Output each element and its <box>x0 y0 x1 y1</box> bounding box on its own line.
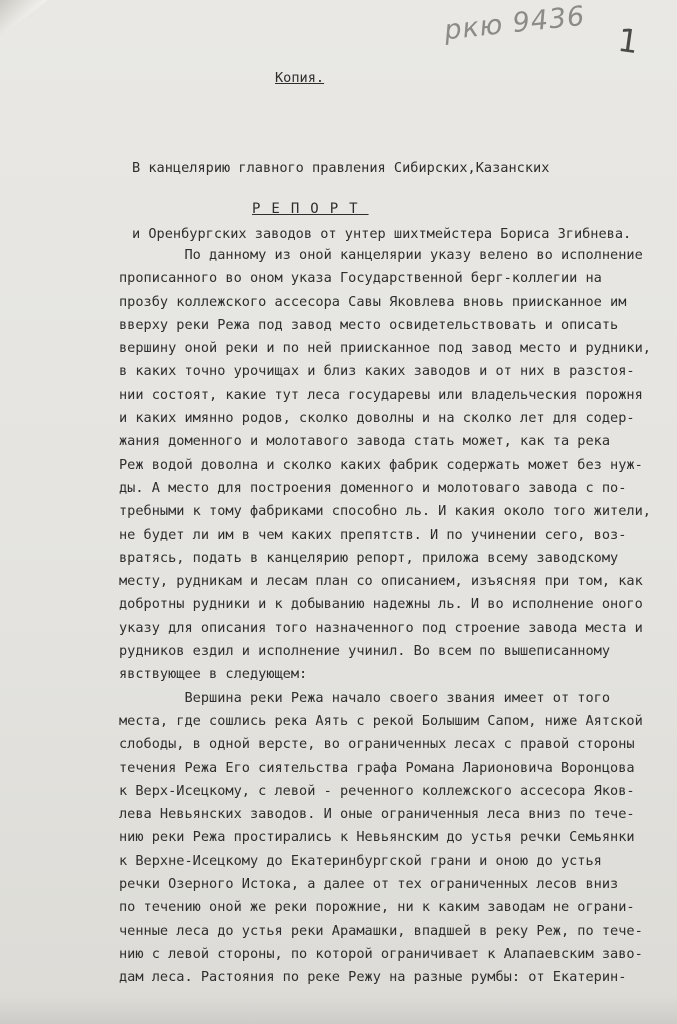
body-line: слободы, в одной версте, во ограниченных лесах с правой стороны <box>119 736 635 753</box>
body-line: лева Невьянских заводов. И оные ограниченныя леса вниз по тече- <box>119 806 635 823</box>
body-line: рудников ездил и исполнение учинил. Во всем по вышеписанному <box>119 643 611 660</box>
body-line: Вершина реки Режа начало своего звания имеет от того <box>119 689 611 706</box>
body-line: месту, рудникам и лесам план со описанием, изъясняя при том, как <box>119 573 643 590</box>
body-line: требными к тому фабриками способно ль. И какия около того жители, <box>119 503 651 520</box>
body-line: Реж водой доволна и сколко каких фабрик содержать может без нуж- <box>119 456 643 473</box>
body-line: дам леса. Растояния по реке Режу на разные румбы: от Екатерин- <box>119 969 627 986</box>
body-line: вратясь, подать в канцелярию репорт, приложа всему заводскому <box>119 549 619 566</box>
body-line: не будет ли им в чем каких препятств. И по учинении сего, воз- <box>119 526 627 543</box>
body-line: по течению оной же реки порожние, ни к каким заводам не ограни- <box>119 899 635 916</box>
body-line: добротны рудники и к добыванию надежны ль. И во исполнение оного <box>119 596 643 613</box>
body-line: речки Озерного Истока, а далее от тех ограниченных лесов вниз <box>119 876 619 893</box>
body-line: нию с левой стороны, по которой ограничивает к Алапаевским заво- <box>119 945 643 962</box>
body-line: нию реки Режа простирались к Невьянским до устья речки Семьянки <box>119 829 635 846</box>
body-line: вершину оной реки и по ней приисканное под завод место и рудники, <box>119 340 651 357</box>
archive-mark: ркю 9436 <box>442 0 587 47</box>
body-line: к Верх-Исецкому, с левой - реченного коллежского ассесора Яков- <box>119 782 635 799</box>
body-line: жания доменного и молотавого завода стать может, как та река <box>119 433 611 450</box>
body-line: и каких имянно родов, сколко доволны и на сколко лет для содер- <box>119 410 635 427</box>
body-line: течения Режа Его сиятельства графа Романа Ларионовича Воронцова <box>119 759 635 776</box>
body-text <box>119 244 677 990</box>
body-line: прозбу коллежского ассесора Савы Яковлева вновь приисканное им <box>119 293 627 310</box>
body-line: явствующее в следующем: <box>119 666 308 683</box>
copy-label: Копия. <box>275 70 325 86</box>
page-shadow <box>0 996 677 1024</box>
address-line: В канцелярию главного правления Сибирских,Казанских <box>132 160 550 176</box>
document-title: РЕПОРТ <box>252 201 369 217</box>
body-line: к Верхне-Исецкому до Екатеринбургской грани и оною до устья <box>119 852 602 869</box>
body-line: места, где сошлись река Аять с рекой Болышим Сапом, ниже Аятской <box>119 712 643 729</box>
page-number: 1 <box>615 20 641 62</box>
body-line: ды. А место для построения доменного и молотоваго завода с по- <box>119 479 627 496</box>
body-line: вверху реки Режа под завод место освидетельствовать и описать <box>119 316 619 333</box>
folded-corner <box>0 0 48 36</box>
body-line: указу для описания того назначенного под строение завода места и <box>119 619 643 636</box>
address-line: и Оренбургских заводов от унтер шихтмейстера Бориса Згибнева. <box>132 226 632 242</box>
body-line: в каких точно урочищах и близ каких заводов и от них в разстоя- <box>119 363 635 380</box>
body-line: нии состоят, какие тут леса государевы или владельческия порожня <box>119 386 643 403</box>
body-line: ченные леса до устья реки Арамашки, впадшей в реку Реж, по тече- <box>119 922 643 939</box>
body-line: прописанного во оном указа Государственной берг-коллегии на <box>119 270 602 287</box>
body-line: По данному из оной канцелярии указу велено во исполнение <box>119 247 643 263</box>
